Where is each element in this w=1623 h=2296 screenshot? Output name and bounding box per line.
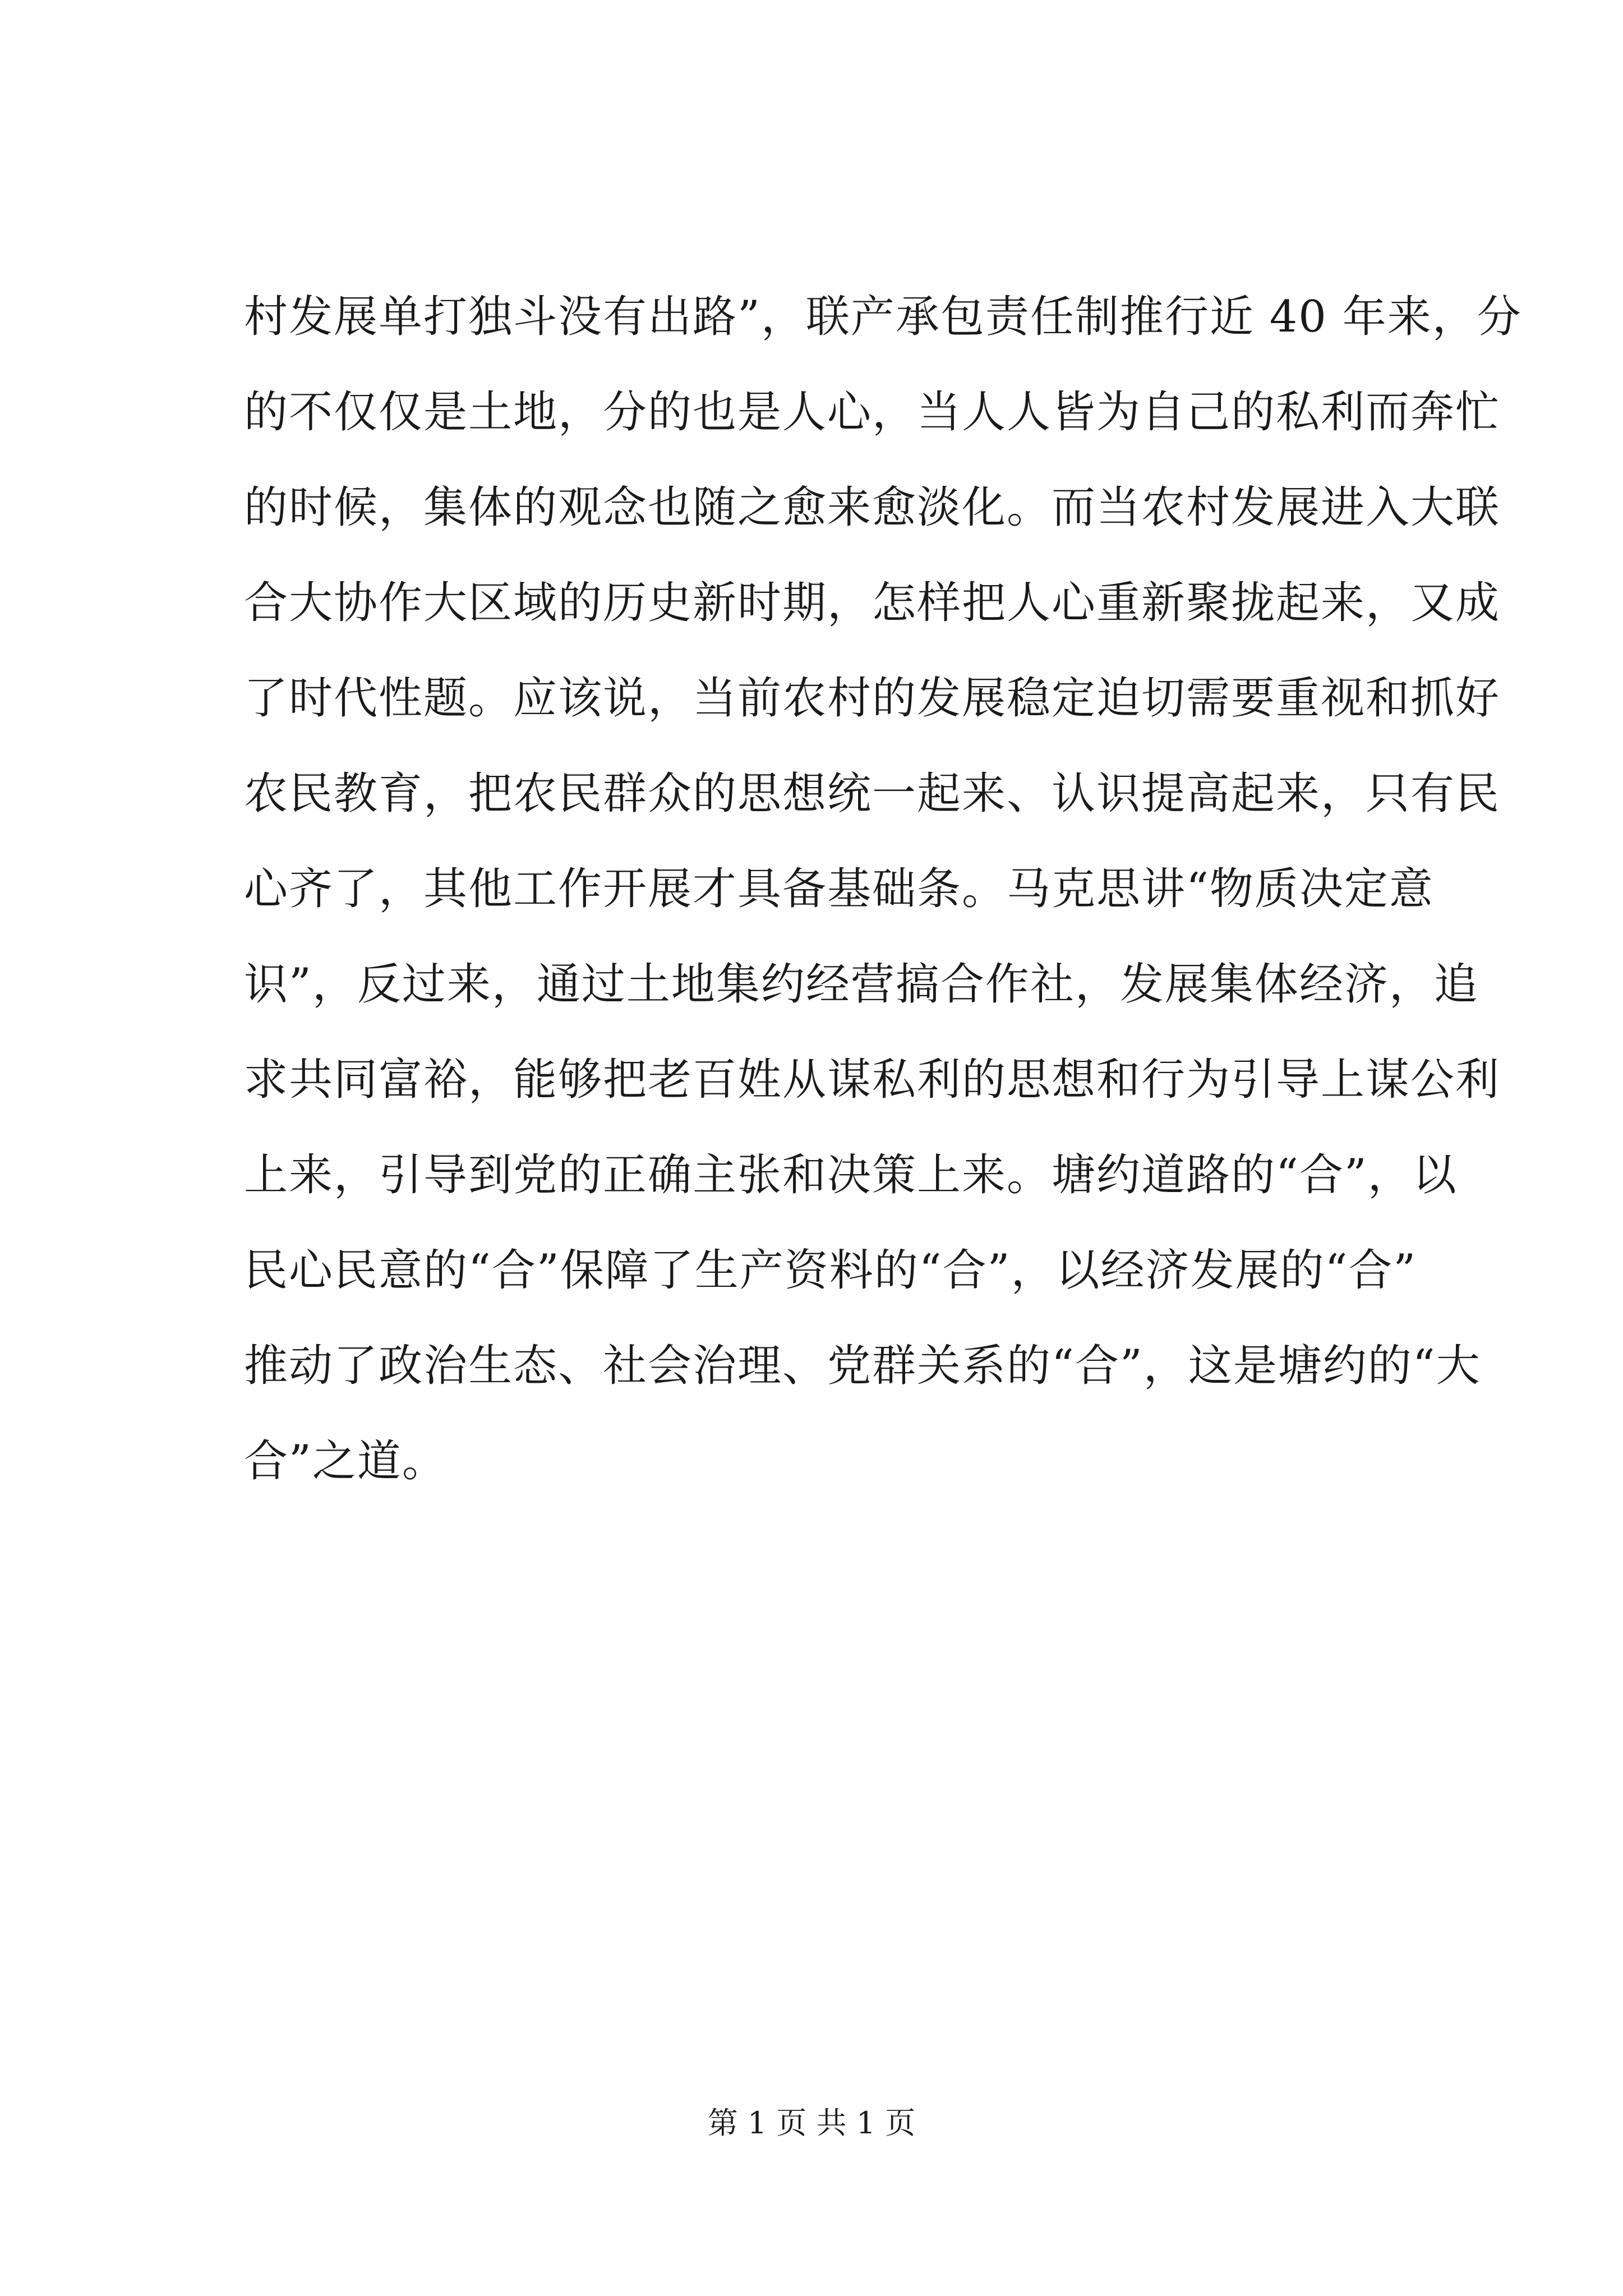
page-number-footer: 第 1 页 共 1 页 [707,2105,916,2141]
text-line: 心齐了，其他工作开展才具备基础条。马克思讲“物质决定意 [244,864,1434,914]
text-line: 民心民意的“合”保障了生产资料的“合”，以经济发展的“合” [244,1245,1417,1296]
text-line: 村发展单打独斗没有出路”，联产承包责任制推行近 40 年来，分 [244,292,1522,342]
text-line: 了时代性题。应该说，当前农村的发展稳定迫切需要重视和抓好 [244,673,1501,724]
text-line: 合”之道。 [244,1436,447,1487]
text-line: 的时候，集体的观念也随之愈来愈淡化。而当农村发展进入大联 [244,482,1501,533]
text-line: 合大协作大区域的历史新时期，怎样把人心重新聚拢起来，又成 [244,578,1501,628]
body-paragraph [244,269,1522,1509]
text-line: 求共同富裕，能够把老百姓从谋私利的思想和行为引导上谋公利 [244,1055,1501,1105]
text-line: 农民教育，把农民群众的思想统一起来、认识提高起来，只有民 [244,769,1501,819]
text-line: 的不仅仅是土地，分的也是人心，当人人皆为自己的私利而奔忙 [244,387,1501,438]
text-line: 推动了政治生态、社会治理、党群关系的“合”，这是塘约的“大 [244,1341,1481,1391]
text-line: 上来，引导到党的正确主张和决策上来。塘约道路的“合”，以 [244,1150,1458,1200]
text-line: 识”，反过来，通过土地集约经营搞合作社，发展集体经济，追 [244,959,1479,1010]
